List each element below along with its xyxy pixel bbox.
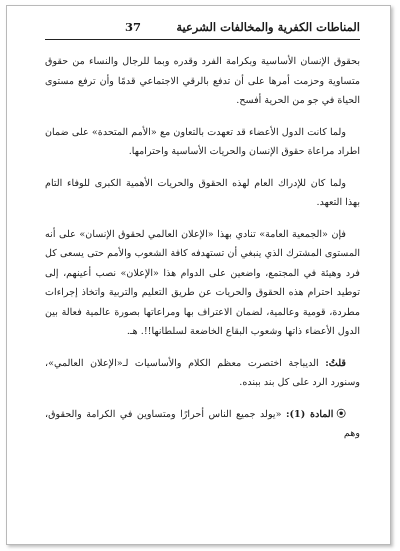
paragraph-common-understanding: ولما كان للإدراك العام لهذه الحقوق والحريات الأهمية الكبرى للوفاء التام بهذا التعهد. bbox=[45, 177, 360, 208]
article-label: المادة (1): bbox=[285, 408, 334, 420]
article-text: «يولد جميع الناس أحرارًا ومتساوين في الكرامة والحقوق، وهم bbox=[45, 408, 360, 439]
paragraph-article-1 bbox=[45, 405, 360, 444]
page-body bbox=[45, 52, 360, 456]
note-keyword: قلتُ: bbox=[325, 357, 346, 369]
note-text: الديباجة اختصرت معظم الكلام والأساسيات لـ«الإعلان العالمي»، وسنورد الرد على كل بند ببنده. bbox=[45, 357, 360, 388]
header-title: المناطات الكفرية والمخالفات الشرعية bbox=[176, 20, 360, 34]
running-header bbox=[45, 19, 360, 40]
paragraph-continuation: بحقوق الإنسان الأساسية وبكرامة الفرد وقدره وبما للرجال والنساء من حقوق متساوية وحزمت أمرها على أن تدفع بالرقي الاجتماعي قدمًا وأن ترفع مستوى الحياة في جو من الحرية أفسح. bbox=[45, 56, 360, 106]
circle-bullet-icon: ⦿ bbox=[336, 408, 346, 420]
paragraph-proclamation: فإن «الجمعية العامة» تنادي بهذا «الإعلان العالمي لحقوق الإنسان» على أنه المستوى المشترك الذي ينبغي أن تستهدفه كافة الشعوب والأمم حتى يسعى كل فرد وهيئة في المجتمع، واضعين على الدوام هذا «الإعلان» نصب أعينهم، إلى توطيد احترام هذه الحقوق والحريات عن طريق التعليم والتربية واتخاذ إجراءات مطردة، قومية وعالمية، لضمان الاعتراف بها ومراعاتها بصورة عالمية فعالة بين الدول الأعضاء ذاتها وشعوب البقاع الخاضعة لسلطانها!!. هـ. bbox=[45, 228, 360, 337]
paragraph-author-note bbox=[45, 354, 360, 393]
paragraph-member-states: ولما كانت الدول الأعضاء قد تعهدت بالتعاون مع «الأمم المتحدة» على ضمان اطراد مراعاة حقوق الإنسان والحريات الأساسية واحترامها. bbox=[45, 126, 360, 157]
page-number: 37 bbox=[125, 20, 142, 34]
document-page bbox=[6, 5, 391, 545]
